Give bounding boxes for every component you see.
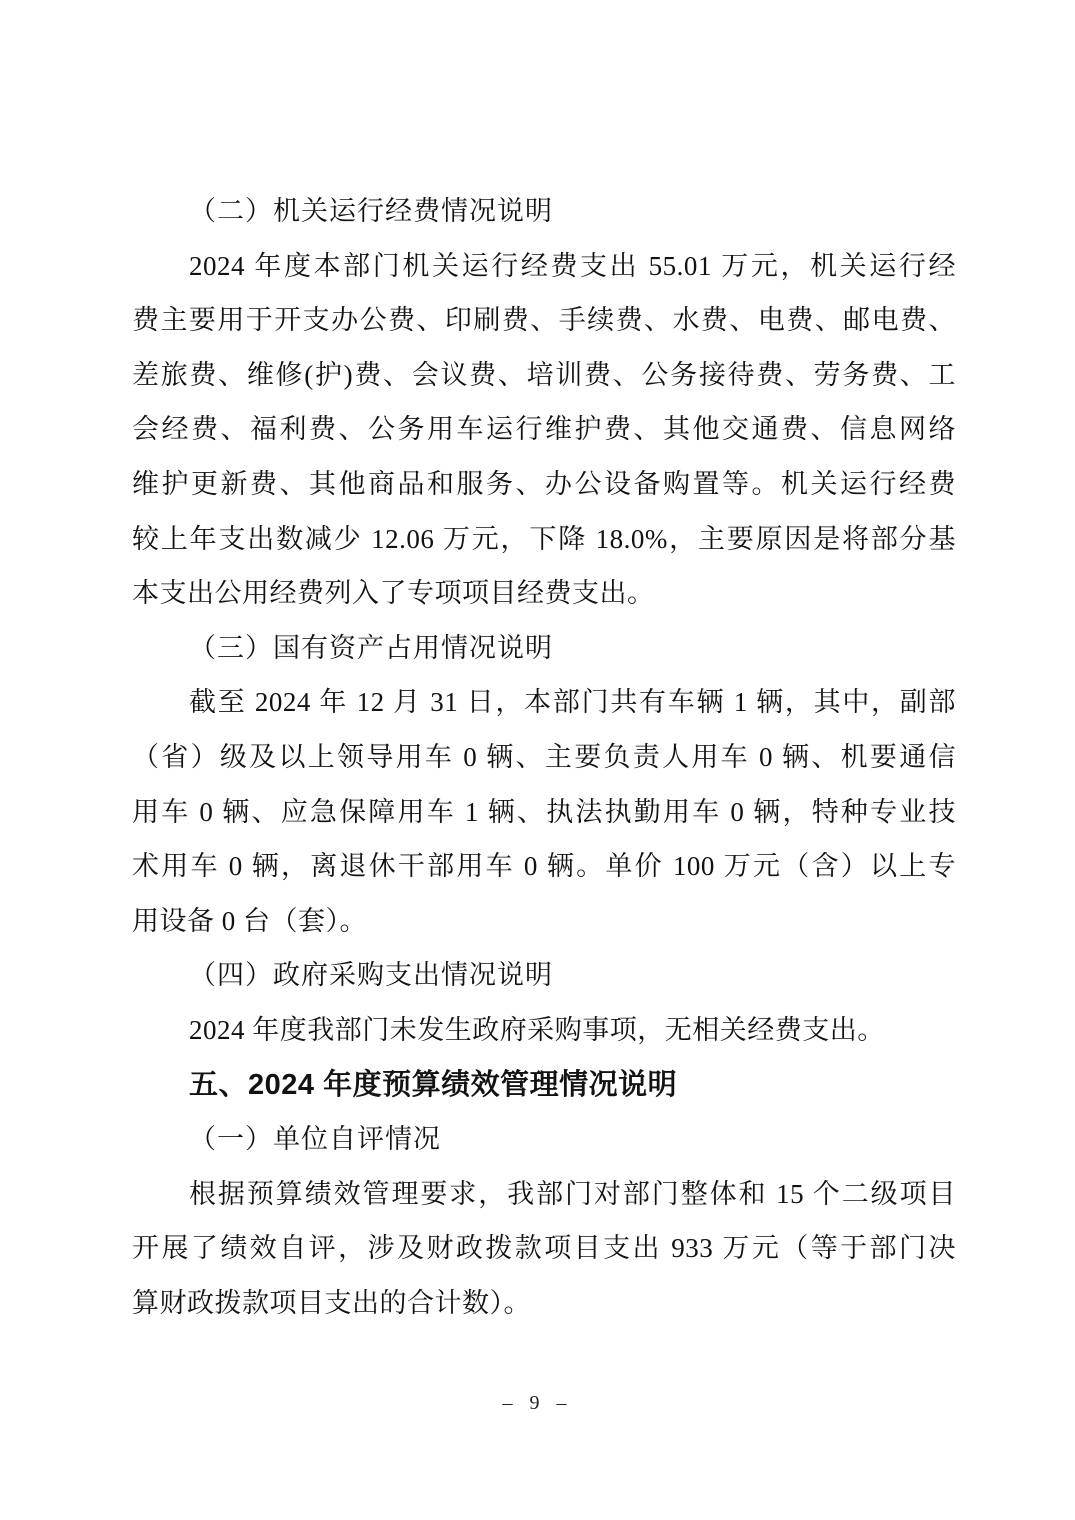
section-heading-state-assets: （三）国有资产占用情况说明	[189, 632, 553, 663]
paragraph-line: 会经费、福利费、公务用车运行维护费、其他交通费、信息网络	[132, 414, 956, 445]
paragraph-line-end: 2024 年度我部门未发生政府采购事项，无相关经费支出。	[189, 1014, 885, 1045]
document-body	[132, 184, 956, 1330]
paragraph-line: 2024 年度本部门机关运行经费支出 55.01 万元，机关运行经	[189, 250, 956, 281]
paragraph-line: 较上年支出数减少 12.06 万元，下降 18.0%，主要原因是将部分基	[132, 523, 956, 554]
paragraph-line-end: 用设备 0 台（套）。	[132, 905, 367, 936]
section-heading-org-operating-costs: （二）机关运行经费情况说明	[189, 196, 553, 226]
paragraph-line: 开展了绩效自评，涉及财政拨款项目支出 933 万元（等于部门决	[132, 1233, 956, 1264]
section-heading-gov-procurement: （四）政府采购支出情况说明	[189, 960, 553, 991]
paragraph-line: 差旅费、维修(护)费、会议费、培训费、公务接待费、劳务费、工	[132, 359, 956, 390]
paragraph-line: 术用车 0 辆，离退休干部用车 0 辆。单价 100 万元（含）以上专	[132, 851, 956, 882]
paragraph-line-end: 本支出公用经费列入了专项项目经费支出。	[132, 578, 655, 609]
page-number: – 9 –	[502, 1392, 573, 1414]
paragraph-line: 截至 2024 年 12 月 31 日，本部门共有车辆 1 辆，其中，副部	[189, 687, 956, 718]
paragraph-line: 费主要用于开支办公费、印刷费、手续费、水费、电费、邮电费、	[132, 305, 956, 336]
paragraph-line: 根据预算绩效管理要求，我部门对部门整体和 15 个二级项目	[189, 1178, 956, 1209]
section-heading-self-evaluation: （一）单位自评情况	[189, 1124, 441, 1155]
paragraph-line: 用车 0 辆、应急保障用车 1 辆、执法执勤用车 0 辆，特种专业技	[132, 796, 956, 827]
paragraph-line: 维护更新费、其他商品和服务、办公设备购置等。机关运行经费	[132, 468, 956, 499]
paragraph-line-end: 算财政拨款项目支出的合计数）。	[132, 1287, 531, 1318]
paragraph-line: （省）级及以上领导用车 0 辆、主要负责人用车 0 辆、机要通信	[132, 741, 956, 772]
chapter-heading-budget-performance: 五、2024 年度预算绩效管理情况说明	[189, 1068, 678, 1101]
